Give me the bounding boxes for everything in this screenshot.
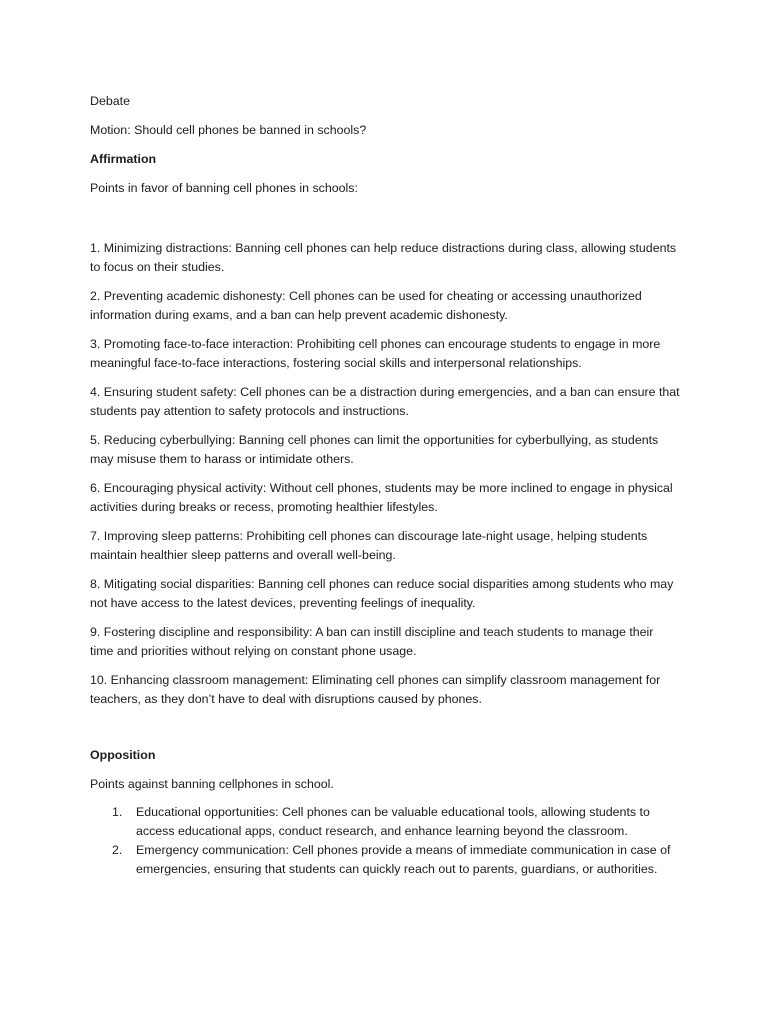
motion-statement: Motion: Should cell phones be banned in schools? [90, 123, 367, 137]
affirmation-point: 4. Ensuring student safety: Cell phones can be a distraction during emergencies, and a ban can ensure that students pay attention to safety protocols and instructions. [90, 385, 680, 418]
affirmation-point: 10. Enhancing classroom management: Eliminating cell phones can simplify classroom management for teachers, as they don’t have to deal with disruptions caused by phones. [90, 673, 661, 706]
affirmation-points-list [90, 239, 680, 709]
opposition-heading: Opposition [90, 748, 156, 762]
opposition-point-text: Educational opportunities: Cell phones can be valuable educational tools, allowing students to access educational apps, conduct research, and enhance learning beyond the classroom. [136, 805, 650, 838]
affirmation-point: 6. Encouraging physical activity: Without cell phones, students may be more inclined to engage in physical activities during breaks or recess, promoting healthier lifestyles. [90, 481, 673, 514]
document-title: Debate [90, 94, 130, 108]
affirmation-point: 8. Mitigating social disparities: Banning cell phones can reduce social disparities among students who may not have access to the latest devices, preventing feelings of inequality. [90, 577, 674, 610]
affirmation-point: 7. Improving sleep patterns: Prohibiting cell phones can discourage late-night usage, helping students maintain healthier sleep patterns and overall well-being. [90, 529, 648, 562]
affirmation-point: 1. Minimizing distractions: Banning cell phones can help reduce distractions during class, allowing students to focus on their studies. [90, 241, 677, 274]
opposition-point [90, 803, 680, 841]
affirmation-intro: Points in favor of banning cell phones in schools: [90, 181, 358, 195]
affirmation-heading: Affirmation [90, 152, 157, 166]
affirmation-point: 9. Fostering discipline and responsibility: A ban can instill discipline and teach students to manage their time and priorities without relying on constant phone usage. [90, 625, 654, 658]
document-page [90, 92, 680, 879]
opposition-points-list [90, 803, 680, 879]
opposition-point-text: Emergency communication: Cell phones provide a means of immediate communication in case of emergencies, ensuring that students can quickly reach out to parents, guardians, or authorities. [136, 843, 671, 876]
affirmation-point: 3. Promoting face-to-face interaction: Prohibiting cell phones can encourage students to engage in more meaningful face-to-face interactions, fostering social skills and interpersonal relationships. [90, 337, 661, 370]
opposition-point-number: 1. [112, 805, 123, 819]
opposition-point-number: 2. [112, 843, 123, 857]
affirmation-point: 5. Reducing cyberbullying: Banning cell phones can limit the opportunities for cyberbullying, as students may misuse them to harass or intimidate others. [90, 433, 659, 466]
affirmation-point: 2. Preventing academic dishonesty: Cell phones can be used for cheating or accessing unauthorized information during exams, and a ban can help prevent academic dishonesty. [90, 289, 642, 322]
opposition-intro: Points against banning cellphones in school. [90, 777, 334, 791]
opposition-point [90, 841, 680, 879]
